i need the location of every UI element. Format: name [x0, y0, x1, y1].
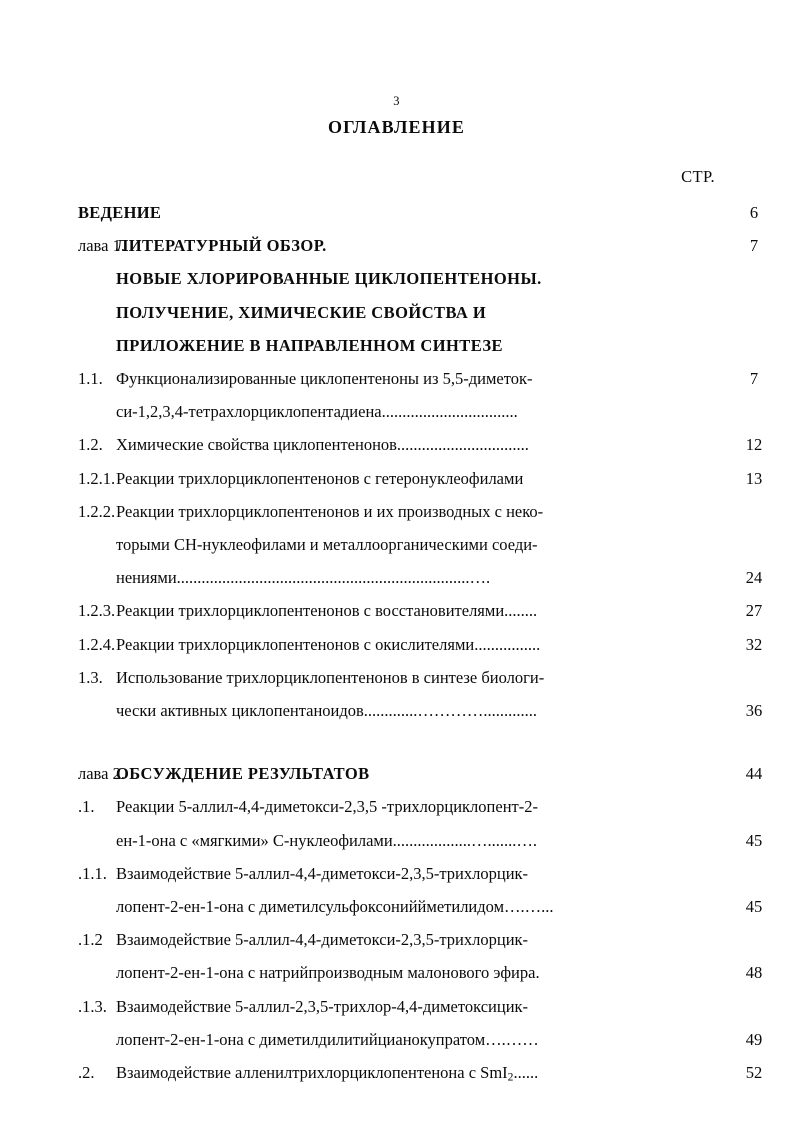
toc-entry-row[interactable]: [0, 1023, 793, 1056]
toc-entry-page-number: 49: [745, 1029, 763, 1049]
toc-entry-page-number: 52: [745, 1063, 763, 1083]
toc-entry-title: си-1,2,3,4-тетрахлорциклопентадиена.................................: [116, 402, 518, 422]
toc-entry-page-number: 32: [745, 634, 763, 654]
toc-entry-page-number: 13: [745, 468, 763, 488]
toc-entry-page-number: 45: [745, 830, 763, 850]
toc-entry-title: Реакции трихлорциклопентенонов с окислителями................: [116, 634, 541, 654]
toc-entry-row[interactable]: [0, 790, 793, 823]
toc-entry-row[interactable]: [0, 262, 793, 295]
toc-entry-number: 1.2.4.: [78, 634, 116, 654]
toc-entry-row[interactable]: [0, 362, 793, 395]
toc-entry-title: Реакции 5-аллил-4,4-диметокси-2,3,5 -трихлорциклопент-2-: [116, 797, 538, 817]
toc-entry-row[interactable]: [0, 495, 793, 528]
toc-entry-page-number: 24: [745, 568, 763, 588]
toc-entry-page-number: 45: [745, 897, 763, 917]
toc-entry-row[interactable]: [0, 229, 793, 262]
toc-entry-row[interactable]: [0, 561, 793, 594]
toc-entry-row[interactable]: [0, 196, 793, 229]
toc-entry-title: ПРИЛОЖЕНИЕ В НАПРАВЛЕННОМ СИНТЕЗЕ: [116, 335, 504, 355]
toc-entry-title: Использование трихлорциклопентенонов в синтезе биологи-: [116, 667, 545, 687]
toc-entry-number: ВЕДЕНИЕ: [78, 203, 162, 222]
toc-entry-row[interactable]: [0, 428, 793, 461]
toc-entry-title: Взаимодействие 5-аллил-2,3,5-трихлор-4,4-диметоксицик-: [116, 996, 529, 1016]
toc-entry-row[interactable]: [0, 329, 793, 362]
toc-entry-title: Функционализированные циклопентеноны из 5,5-диметок-: [116, 369, 533, 389]
toc-entry-number: 1.2.2.: [78, 501, 116, 521]
toc-entry-title: Взаимодействие 5-аллил-4,4-диметокси-2,3,5-трихлорцик-: [116, 863, 529, 883]
toc-entry-row[interactable]: [0, 890, 793, 923]
toc-entry-title: Реакции трихлорциклопентенонов с восстановителями........: [116, 601, 538, 621]
toc-entry-number: .1.2: [78, 930, 103, 950]
toc-entry-row[interactable]: [0, 694, 793, 727]
toc-entry-title: ен-1-она с «мягкими» С-нуклеофилами...................….......….: [116, 830, 538, 850]
toc-entry-title: нениями.......................................................................….: [116, 568, 491, 588]
toc-entry-page-number: 7: [749, 369, 759, 389]
table-of-contents: [0, 196, 793, 1089]
toc-entry-row[interactable]: [0, 757, 793, 790]
toc-entry-page-number: 48: [745, 963, 763, 983]
toc-entry-row[interactable]: [0, 661, 793, 694]
toc-entry-row[interactable]: [0, 395, 793, 428]
toc-entry-title: чески активных циклопентаноидов.............………….............: [116, 701, 538, 721]
toc-entry-row[interactable]: [0, 594, 793, 627]
toc-entry-page-number: 36: [745, 701, 763, 721]
toc-entry-number: лава 2.: [78, 764, 125, 784]
toc-entry-number: .2.: [78, 1063, 95, 1083]
toc-entry-title: лопент-2-ен-1-она с диметилсульфоксониййметилидом….…...: [116, 897, 554, 917]
toc-entry-row[interactable]: [0, 990, 793, 1023]
toc-entry-title: ЛИТЕРАТУРНЫЙ ОБЗОР.: [116, 236, 327, 256]
toc-entry-page-number: 6: [749, 203, 759, 222]
toc-entry-number: 1.3.: [78, 667, 103, 687]
toc-entry-row[interactable]: [0, 628, 793, 661]
toc-entry-number: 1.2.3.: [78, 601, 116, 621]
page-title: ОГЛАВЛЕНИЕ: [328, 117, 465, 137]
toc-entry-number: 1.2.: [78, 435, 103, 455]
toc-entry-title: Реакции трихлорциклопентенонов с гетеронуклеофилами: [116, 468, 524, 488]
toc-entry-row[interactable]: [0, 857, 793, 890]
toc-entry-title: лопент-2-ен-1-она с диметилдилитийцианокупратом….……: [116, 1029, 539, 1049]
toc-entry-number: 1.2.1.: [78, 468, 116, 488]
toc-entry-row[interactable]: [0, 824, 793, 857]
toc-entry-number: 1.1.: [78, 369, 103, 389]
toc-entry-page-number: 27: [745, 601, 763, 621]
page-column-header: СТР.: [681, 167, 715, 186]
toc-entry-number: лава 1.: [78, 236, 125, 256]
section-gap: [0, 727, 793, 757]
toc-entry-title: Реакции трихлорциклопентенонов и их производных с неко-: [116, 501, 544, 521]
toc-entry-number: .1.3.: [78, 996, 107, 1016]
toc-entry-title: ОБСУЖДЕНИЕ РЕЗУЛЬТАТОВ: [116, 764, 370, 784]
toc-entry-row[interactable]: [0, 1056, 793, 1089]
toc-entry-title: Химические свойства циклопентенонов................................: [116, 435, 529, 455]
toc-entry-row[interactable]: [0, 462, 793, 495]
toc-entry-row[interactable]: [0, 956, 793, 989]
chemical-subscript: 2: [507, 1071, 514, 1084]
toc-entry-title: лопент-2-ен-1-она с натрийпроизводным малонового эфира.: [116, 963, 540, 983]
toc-entry-row[interactable]: [0, 923, 793, 956]
toc-entry-title: ПОЛУЧЕНИЕ, ХИМИЧЕСКИЕ СВОЙСТВА И: [116, 302, 487, 322]
toc-entry-row[interactable]: [0, 528, 793, 561]
toc-entry-page-number: 44: [745, 764, 763, 784]
toc-entry-row[interactable]: [0, 296, 793, 329]
toc-entry-number: .1.1.: [78, 863, 107, 883]
toc-entry-title: торыми СН-нуклеофилами и металлоорганическими соеди-: [116, 535, 538, 555]
toc-entry-title: Взаимодействие алленилтрихлорциклопентенона с SmI$_2$......: [116, 1063, 539, 1084]
toc-entry-title: НОВЫЕ ХЛОРИРОВАННЫЕ ЦИКЛОПЕНТЕНОНЫ.: [116, 269, 542, 289]
toc-entry-page-number: 12: [745, 435, 763, 455]
toc-entry-title: Взаимодействие 5-аллил-4,4-диметокси-2,3,5-трихлорцик-: [116, 930, 529, 950]
toc-entry-number: .1.: [78, 797, 95, 817]
page-number-folio: 3: [393, 94, 400, 108]
toc-entry-page-number: 7: [749, 236, 759, 256]
